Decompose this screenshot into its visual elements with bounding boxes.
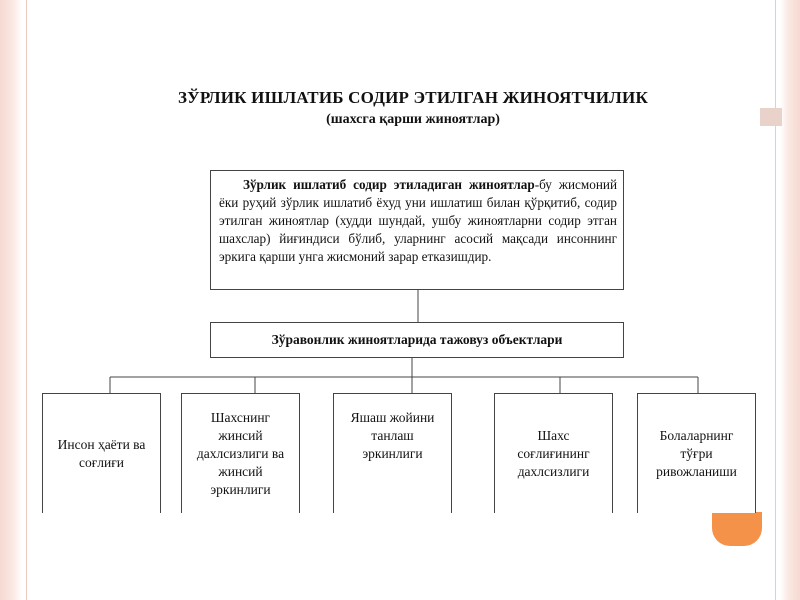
definition-paragraph <box>219 176 617 266</box>
object-label: Инсон ҳаёти ва соғлиғи <box>57 436 146 470</box>
object-box-sexual-integrity <box>181 393 300 513</box>
object-box-residence-freedom <box>333 393 452 513</box>
object-label: Шахснинг жинсий дахлсизлиги ва жинсий эркинлиги <box>196 409 285 497</box>
objects-header-box <box>210 322 624 358</box>
definition-box <box>210 170 624 290</box>
page-subtitle: (шахсга қарши жиноятлар) <box>326 112 500 127</box>
object-label: Яшаш жойини танлаш эркинлиги <box>350 409 435 461</box>
definition-term: Зўрлик ишлатиб содир этиладиган жиноятлар <box>243 177 535 192</box>
object-box-child-development <box>637 393 756 513</box>
object-label: Шахс соғлиғининг дахлсизлиги <box>517 427 590 479</box>
page-title: ЗЎРЛИК ИШЛАТИБ СОДИР ЭТИЛГАН ЖИНОЯТЧИЛИК <box>178 88 648 107</box>
object-box-health-integrity <box>494 393 613 513</box>
object-box-life-health <box>42 393 161 513</box>
object-label: Болаларнинг тўғри ривожланиши <box>656 427 737 479</box>
definition-text: -бу жисмоний ёки руҳий зўрлик ишлатиб ёхуд уни ишлатиш билан қўрқитиб, содир этилган жиноятлар (худди шундай, ушбу жиноятларни содир этган шахслар) йиғиндиси бўлиб, уларнинг асосий мақсади инсоннинг эркига қарши унга жисмоний зарар етказишдир. <box>219 177 618 264</box>
objects-header-label: Зўравонлик жиноятларида тажовуз объектлари <box>271 332 563 347</box>
